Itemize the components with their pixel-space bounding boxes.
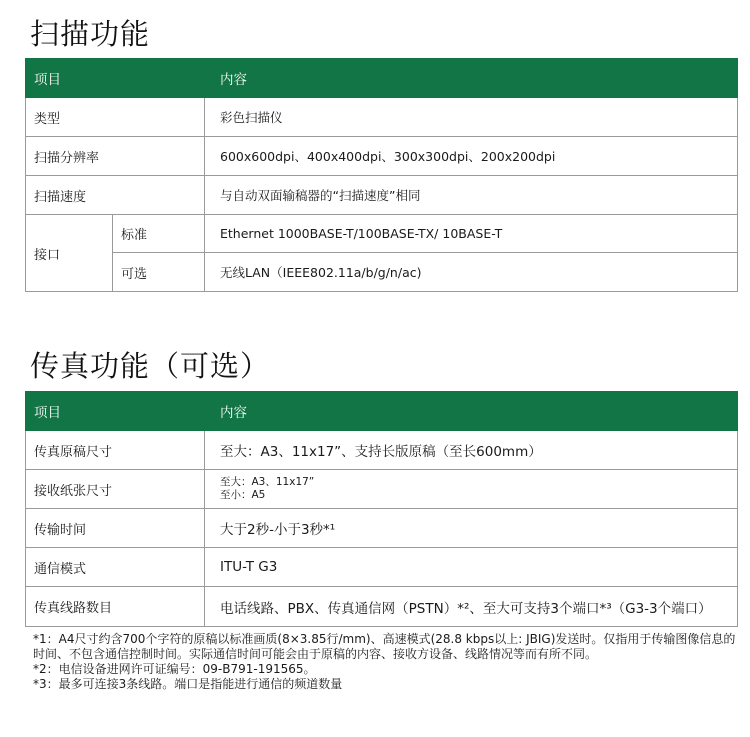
table-row (26, 509, 738, 548)
header-item: 项目 (26, 392, 205, 431)
row-label: 传真原稿尺寸 (26, 431, 205, 470)
header-content: 内容 (205, 59, 738, 98)
table-row (26, 176, 738, 215)
table-row (26, 137, 738, 176)
row-sublabel: 可选 (113, 253, 205, 292)
row-label: 接收纸张尺寸 (26, 470, 205, 509)
row-value: ITU-T G3 (205, 548, 738, 587)
row-label: 扫描分辨率 (26, 137, 205, 176)
row-value: 无线LAN（IEEE802.11a/b/g/n/ac) (205, 253, 738, 292)
row-sublabel: 标准 (113, 215, 205, 253)
header-item: 项目 (26, 59, 205, 98)
table-row (26, 470, 738, 509)
table-row (26, 98, 738, 137)
row-label: 通信模式 (26, 548, 205, 587)
row-value: Ethernet 1000BASE-T/100BASE-TX/ 10BASE-T (205, 215, 738, 253)
row-label: 传真线路数目 (26, 587, 205, 627)
fax-section-title: 传真功能（可选） (30, 349, 271, 383)
table-row (26, 548, 738, 587)
row-value (205, 470, 738, 509)
row-value: 600x600dpi、400x400dpi、300x300dpi、200x200dpi (205, 137, 738, 176)
row-label: 传输时间 (26, 509, 205, 548)
table-row (26, 215, 738, 253)
row-value: 大于2秒-小于3秒*¹ (205, 509, 738, 548)
scan-spec-table (25, 58, 738, 292)
paper-size-min: 至小：A5 (220, 489, 266, 501)
table-row (26, 253, 738, 292)
row-value: 至大：A3、11x17”、支持长版原稿（至长600mm） (205, 431, 738, 470)
row-value: 与自动双面输稿器的“扫描速度”相同 (205, 176, 738, 215)
scan-table-header (26, 59, 738, 98)
header-content: 内容 (205, 392, 738, 431)
footnotes (33, 632, 738, 692)
footnote-3: *3：最多可连接3条线路。端口是指能进行通信的频道数量 (33, 677, 343, 691)
row-label: 扫描速度 (26, 176, 205, 215)
fax-table-header (26, 392, 738, 431)
fax-spec-table (25, 391, 738, 627)
row-label: 类型 (26, 98, 205, 137)
scan-section-title: 扫描功能 (30, 17, 151, 51)
footnote-2: *2：电信设备进网许可证编号：09-B791-191565。 (33, 662, 316, 676)
table-row (26, 587, 738, 627)
row-label: 接口 (26, 215, 113, 292)
row-value: 彩色扫描仪 (205, 98, 738, 137)
row-value: 电话线路、PBX、传真通信网（PSTN）*²、至大可支持3个端口*³（G3-3个端口） (205, 587, 738, 627)
paper-size-max: 至大：A3、11x17” (220, 476, 315, 488)
footnote-1: *1：A4尺寸约含700个字符的原稿以标准画质(8×3.85行/mm)、高速模式(28.8 kbps以上: JBIG)发送时。仅指用于传输图像信息的时间、不包含通信控制时间。实际通信时间可能会由于原稿的内容、接收方设备、线路情况等而有所不同。 (33, 632, 736, 661)
table-row (26, 431, 738, 470)
